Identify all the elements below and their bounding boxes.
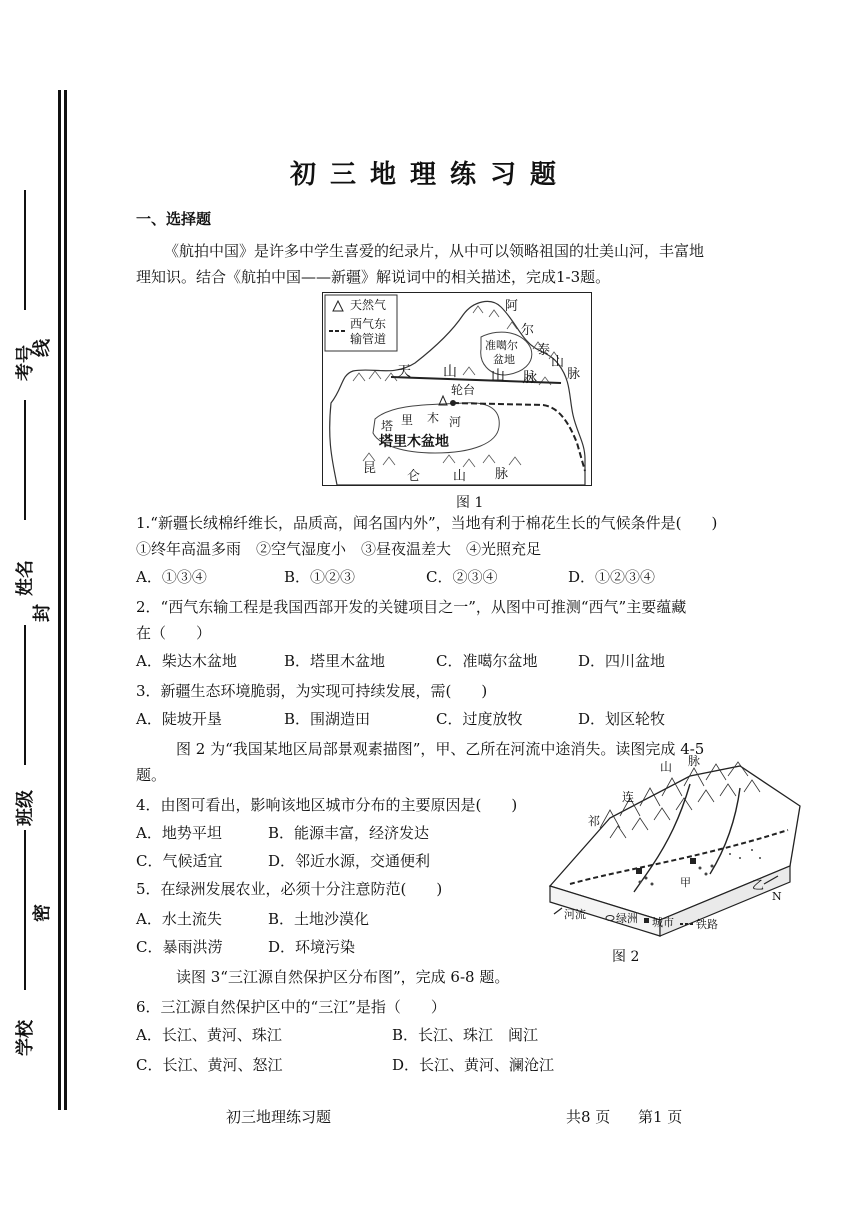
map-label-tai: 泰 (537, 343, 551, 358)
map-label-he: 河 (449, 415, 462, 429)
label-xuexiao: 学校 (15, 1020, 36, 1056)
q5-option-c: C．暴雨洪涝 (136, 938, 223, 956)
fig2-label-lian: 连 (622, 790, 635, 804)
q2-stem-line-1: 2．“西气东输工程是我国西部开发的关键项目之一”，从图中可推测“西气”主要蕴藏 (136, 598, 687, 616)
q6-option-d: D．长江、黄河、澜沧江 (392, 1056, 555, 1074)
q4-option-b: B．能源丰富，经济发达 (268, 824, 430, 842)
q3-option-d: D．划区轮牧 (578, 710, 666, 728)
q1-option-b: B．①②③ (284, 568, 356, 586)
figure-1-map (322, 292, 592, 486)
intro-text-line-2: 理知识。结合《航拍中国——新疆》解说词中的相关描述，完成1-3题。 (136, 268, 611, 286)
map-label-li: 里 (401, 413, 414, 427)
map-label-er: 尔 (521, 323, 535, 338)
q3-stem: 3．新疆生态环境脆弱，为实现可持续发展，需( ) (136, 682, 488, 700)
footer-page-number: 第1 页 (638, 1108, 683, 1126)
intro-text-line-1: 《航拍中国》是许多中学生喜爱的纪录片，从中可以领略祖国的壮美山河，丰富地 (164, 242, 705, 260)
figure-1-caption: 图 1 (456, 495, 484, 511)
q3-option-b: B．围湖造田 (284, 710, 371, 728)
map-label-mu: 木 (427, 411, 440, 425)
q6-option-b: B．长江、珠江 闽江 (392, 1026, 539, 1044)
fig2-label-jia: 甲 (680, 876, 691, 889)
q2-option-b: B．塔里木盆地 (284, 652, 386, 670)
q2-option-c: C．准噶尔盆地 (436, 652, 538, 670)
page-title: 初三地理练习题 (289, 160, 570, 190)
q5-option-b: B．土地沙漠化 (268, 910, 370, 928)
q1-option-c: C．②③④ (426, 568, 498, 586)
figure-2-caption: 图 2 (612, 949, 640, 965)
legend-pipe-label-1: 西气东 (350, 317, 387, 331)
q2-option-a: A．柴达木盆地 (136, 652, 237, 670)
q1-conditions: ①终年高温多雨 ②空气湿度小 ③昼夜温差大 ④光照充足 (136, 540, 542, 558)
intro3-line: 读图 3“三江源自然保护区分布图”，完成 6-8 题。 (176, 968, 510, 986)
intro2-line-2: 题。 (136, 766, 167, 784)
q1-option-a: A．①③④ (136, 568, 207, 586)
label-xian: 线 (32, 339, 53, 357)
map-label-shan3: 山 (491, 368, 505, 384)
q4-option-c: C．气候适宜 (136, 852, 223, 870)
fig2-label-shan: 山 (660, 760, 673, 774)
q1-stem: 1.“新疆长绒棉纤维长，品质高，闻名国内外”，当地有利于棉花生长的气候条件是( ) (136, 514, 718, 532)
q1-option-d: D．①②③④ (568, 568, 656, 586)
map-label-mai1: 脉 (567, 367, 581, 382)
kaohao-blank-line (24, 190, 26, 310)
label-kaohao: 考号 (15, 345, 36, 381)
map-label-shan2: 山 (443, 364, 457, 380)
intro2-line-1: 图 2 为“我国某地区局部景观素描图”，甲、乙所在河流中途消失。读图完成 4-5 (176, 740, 705, 758)
q3-option-a: A．陡坡开垦 (136, 710, 222, 728)
fig2-label-qi: 祁 (588, 814, 601, 828)
binding-line-outer (58, 90, 61, 1110)
legend-gas-label: 天然气 (350, 298, 387, 312)
fig2-legend-rail: 铁路 (696, 918, 718, 931)
map-label-shan4: 山 (453, 469, 467, 484)
map-label-a: 阿 (505, 299, 519, 314)
map-label-ta: 塔 (381, 419, 394, 433)
fig2-legend-river: 河流 (564, 908, 586, 921)
q5-option-d: D．环境污染 (268, 938, 356, 956)
label-xingming: 姓名 (15, 560, 36, 596)
section-heading: 一、选择题 (136, 210, 212, 228)
q6-option-a: A．长江、黄河、珠江 (136, 1026, 282, 1044)
q3-option-c: C．过度放牧 (436, 710, 523, 728)
map-label-luntai: 轮台 (451, 383, 476, 397)
q4-stem: 4．由图可看出，影响该地区城市分布的主要原因是( ) (136, 796, 518, 814)
map-label-tian: 天 (397, 364, 411, 380)
fig2-legend-city: 城市 (652, 916, 674, 929)
footer-total-pages: 共8 页 (566, 1108, 611, 1126)
xuexiao-blank-line (24, 830, 26, 990)
q2-stem-line-2: 在（ ） (136, 624, 212, 642)
map-label-junggar-2: 盆地 (493, 353, 515, 366)
q6-option-c: C．长江、黄河、怒江 (136, 1056, 283, 1074)
q5-stem: 5．在绿洲发展农业，必须十分注意防范( ) (136, 880, 443, 898)
map-label-tarim: 塔里木盆地 (379, 434, 449, 450)
map-label-junggar-1: 准噶尔 (485, 339, 518, 352)
banji-blank-line (24, 625, 26, 765)
q2-option-d: D．四川盆地 (578, 652, 666, 670)
map-label-kun: 昆 (363, 461, 377, 476)
q4-option-a: A．地势平坦 (136, 824, 222, 842)
map-label-mai2: 脉 (523, 370, 537, 386)
q4-option-d: D．邻近水源，交通便利 (268, 852, 431, 870)
figure-2-sketch (540, 754, 804, 938)
fig2-north-label: N (772, 890, 782, 903)
label-feng: 封 (32, 604, 53, 622)
q6-stem: 6．三江源自然保护区中的“三江”是指（ ） (136, 998, 446, 1016)
label-mi: 密 (32, 904, 53, 922)
fig2-label-mai: 脉 (688, 754, 701, 768)
fig2-legend-oasis: 绿洲 (616, 912, 638, 925)
legend-pipe-label-2: 输管道 (350, 332, 387, 346)
fig2-label-yi: 乙 (752, 878, 765, 892)
map-label-mai3: 脉 (495, 467, 509, 482)
binding-line-inner (64, 90, 67, 1110)
q5-option-a: A．水土流失 (136, 910, 222, 928)
footer-title: 初三地理练习题 (226, 1108, 332, 1126)
xingming-blank-line (24, 400, 26, 520)
label-banji: 班级 (15, 790, 36, 826)
map-label-lun: 仑 (407, 469, 421, 484)
map-label-shan1: 山 (551, 355, 565, 370)
